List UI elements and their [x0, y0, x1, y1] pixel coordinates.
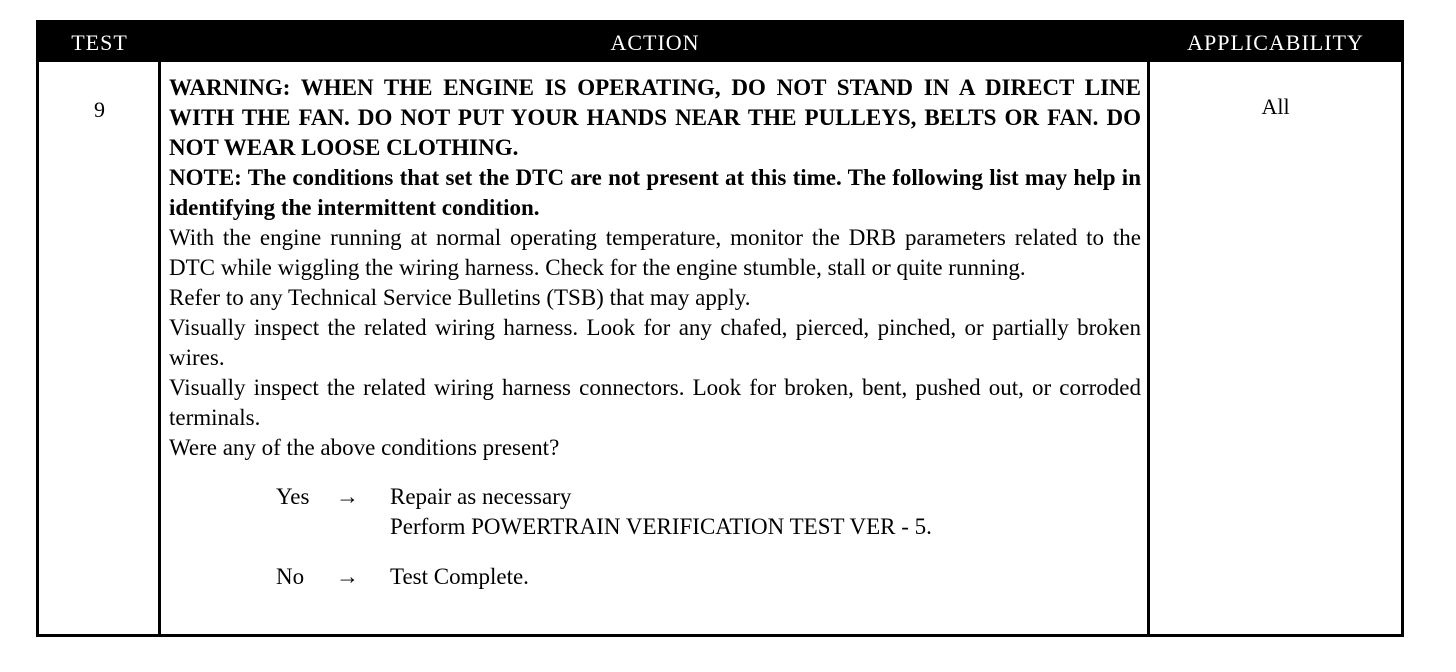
yes-result-1: Repair as necessary [390, 484, 572, 509]
step-text: Visually inspect the related wiring harness. Look for any chafed, pierced, pinched, or partially broken wires. [169, 315, 1141, 370]
question-text: Were any of the above conditions present? [169, 435, 560, 460]
step-text: With the engine running at normal operating temperature, monitor the DRB parameters related to the DTC while wiggling the wiring harness. Check for the engine stumble, stall or quite running. [169, 225, 1141, 280]
no-outcome [276, 562, 1141, 592]
column-header-test: TEST [71, 30, 128, 55]
column-divider-2 [1147, 62, 1150, 634]
yes-result-2: Perform POWERTRAIN VERIFICATION TEST VER - 5. [390, 514, 932, 539]
yes-label: Yes [276, 484, 310, 509]
note-text: NOTE: The conditions that set the DTC are not present at this time. The following list may help in identifying the intermittent condition. [169, 165, 1141, 220]
applicability-cell: All [1261, 94, 1290, 119]
arrow-right-icon: → [336, 564, 359, 589]
step-text: Visually inspect the related wiring harness connectors. Look for broken, bent, pushed out, or corroded terminals. [169, 375, 1141, 430]
no-result-1: Test Complete. [390, 564, 529, 589]
column-header-action: ACTION [610, 30, 700, 55]
column-divider-1 [158, 62, 161, 634]
step-text: Refer to any Technical Service Bulletins (TSB) that may apply. [169, 285, 751, 310]
test-number-cell: 9 [94, 97, 105, 122]
no-label: No [276, 564, 305, 589]
arrow-right-icon: → [336, 484, 359, 509]
diagnostic-test-table [36, 20, 1404, 637]
column-header-applicability: APPLICABILITY [1187, 30, 1364, 55]
yes-outcome [276, 482, 1141, 542]
warning-text: WARNING: WHEN THE ENGINE IS OPERATING, DO NOT STAND IN A DIRECT LINE WITH THE FAN. DO NOT PUT YOUR HANDS NEAR THE PULLEYS, BELTS OR FAN. DO NOT WEAR LOOSE CLOTHING. [169, 75, 1141, 160]
action-cell [169, 73, 1141, 592]
table-header [39, 23, 1401, 62]
